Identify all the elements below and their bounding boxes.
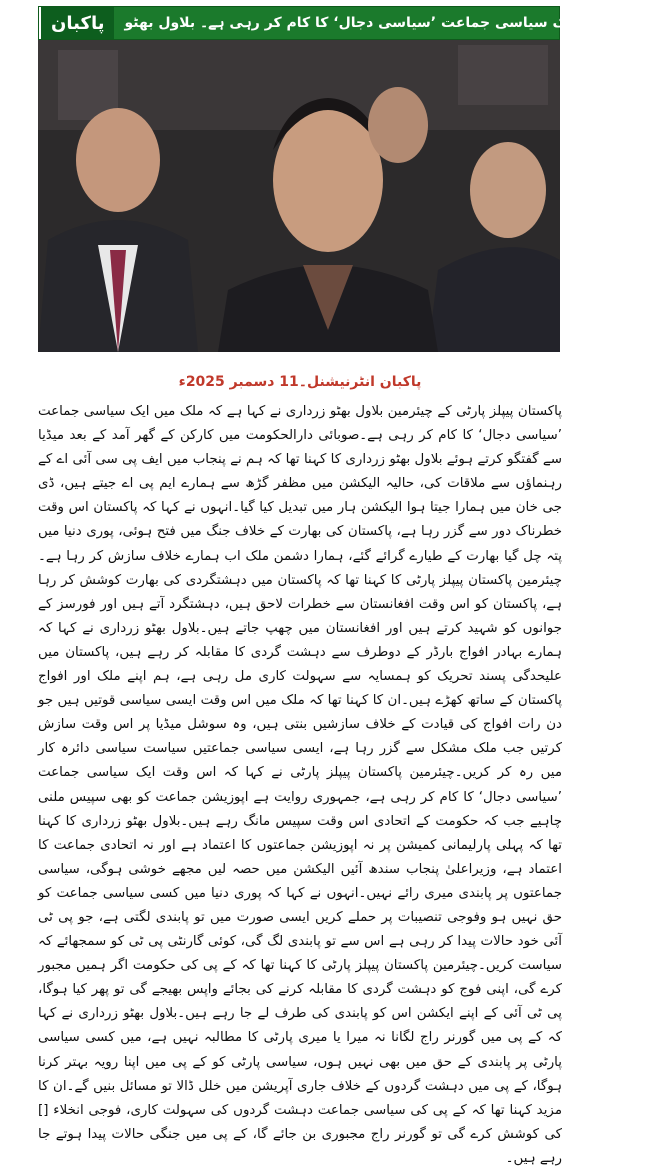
article-body (38, 400, 562, 1166)
news-photo (38, 40, 560, 352)
brand-label: پاکبان (39, 7, 114, 39)
dateline: پاکبان انٹرنیشنل۔11 دسمبر 2025ء (178, 374, 422, 390)
headline: ملک میں ایک سیاسی جماعت ’سیاسی دجال‘ کا کام کر رہی ہے۔ بلاول بھٹو (124, 15, 643, 31)
photo-illustration (38, 40, 560, 352)
top-banner (38, 6, 643, 40)
article-paragraph: پاکستان پیپلز پارٹی کے چیئرمین بلاول بھٹو زرداری نے کہا ہے کہ ملک میں ایک سیاسی جماعت ’سیاسی دجال‘ کا کام کر رہی ہے۔صوبائی دارالحکومت میں کارکن کے گھر آمد کے بعد میڈیا سے گفتگو کرتے ہوئے بلاول بھٹو زرداری کا کہنا تھا کہ ہم نے پنجاب میں ایف پی سی آئی اے کے رہنماؤں سے ملاقات کی، حالیہ الیکشن میں مظفر گڑھ سے ہمارے ایم پی اے جیتے ہیں، ڈی جی خان میں ہمارا جیتا ہوا الیکشن ہار میں تبدیل کیا گیا۔انہوں نے کہا کہ پاکستان اس وقت خطرناک دور سے گزر رہا ہے، پاکستان کی بھارت کے خلاف جنگ میں فتح ہوئی، پوری دنیا میں پتہ چل گیا بھارت کے طیارے گرائے گئے، ہمارا دشمن ملک اب ہمارے خلاف سازش کر رہا ہے۔چیئرمین پاکستان پیپلز پارٹی کا کہنا تھا کہ پاکستان میں دہشتگردی کی بھارت کوشش کر رہا ہے، پاکستان کو اس وقت افغانستان سے خطرات لاحق ہیں، دہشتگرد آتے ہیں اور فورسز کے جوانوں کو شہید کرتے ہیں اور افغانستان میں چھپ جاتے ہیں۔بلاول بھٹو زرداری نے کہا کہ ہمارے بہادر افواج بارڈر کے دوطرف سے دہشت گردی کا مقابلہ کر رہے ہیں، پاکستان میں علیحدگی پسند تحریک کو ہمسایہ سے سہولت کاری مل رہی ہے، ہم اپنے ملک اور افواج پاکستان کے ساتھ کھڑے ہیں۔ان کا کہنا تھا کہ ملک میں اس وقت ایسی سیاسی قوتیں ہیں جو دن رات افواج کی قیادت کے خلاف سازشیں بنتی ہیں، وہ سوشل میڈیا پر اس وقت سازش کرتیں جب ملک مشکل سے گزر رہا ہے، ایسی سیاسی جماعتیں سیاست سیاسی دائرہ کار میں رہ کر کریں۔چیئرمین پاکستان پیپلز پارٹی نے کہا کہ اس وقت ایک سیاسی جماعت ’سیاسی دجال‘ کا کام کر رہی ہے، جمہوری روایت ہے اپوزیشن جماعت کو بھی سپیس ملنی چاہیے جب کہ حکومت کے اتحادی اس وقت سپیس مانگ رہے ہیں۔بلاول بھٹو زرداری کا کہنا تھا کہ پہلی پارلیمانی کمیشن پر نہ اپوزیشن جماعتوں کا اعتماد ہے اور نہ اتحادی جماعت کا اعتماد ہے، وزیراعلیٰ پنجاب سندھ آئیں الیکشن میں حصہ لیں مجھے خوشی ہوگی، سیاسی جماعتوں پر پابندی میری رائے نہیں۔انہوں نے کہا کہ پوری دنیا میں کسی سیاسی جماعت کو حق نہیں ہو وفوجی تنصیبات پر حملے کریں ایسی صورت میں تو پابندی لگتی ہے، جو پی ٹی آئی خود حالات پیدا کر رہی ہے اس سے تو پابندی لگ گی، کوئی گارنٹی پی ٹی کو سمجھائے کہ سیاست کریں۔چیئرمین پاکستان پیپلز پارٹی کا کہنا تھا کہ کے پی کی حکومت اگر ہمیں مجبور کرے گی، اپنی فوج کو دہشت گردی کا مقابلہ کرنے کی بجائے واپس بھیجے گی تو پھر کیا ہوگا، پی ٹی آئی کے اپنے ایکشن اس کو پابندی کی طرف لے جا رہے ہیں۔بلاول بھٹو زرداری نے کہا کہ کے پی میں گورنر راج لگانا نہ میرا یا میری پارٹی کا مطالبہ نہیں ہے، میں کسی سیاسی پارٹی پر پابندی کے حق میں بھی نہیں ہوں، سیاسی پارٹی کو کے پی میں اپنا رویہ بہتر کرنا ہوگا، کے پی میں دہشت گردوں کے خلاف جاری آپریشن میں خلل ڈالا تو مسائل بنیں گے۔ان کا مزید کہنا تھا کہ کے پی کی سیاسی جماعت دہشت گردوں کی سہولت کاری، فوجی انخلاء [] کی کوشش کرے گی تو گورنر راج مجبوری بن جائے گا، کے پی میں جنگی حالات پیدا ہوتے جا رہے ہیں۔ (38, 404, 562, 1166)
